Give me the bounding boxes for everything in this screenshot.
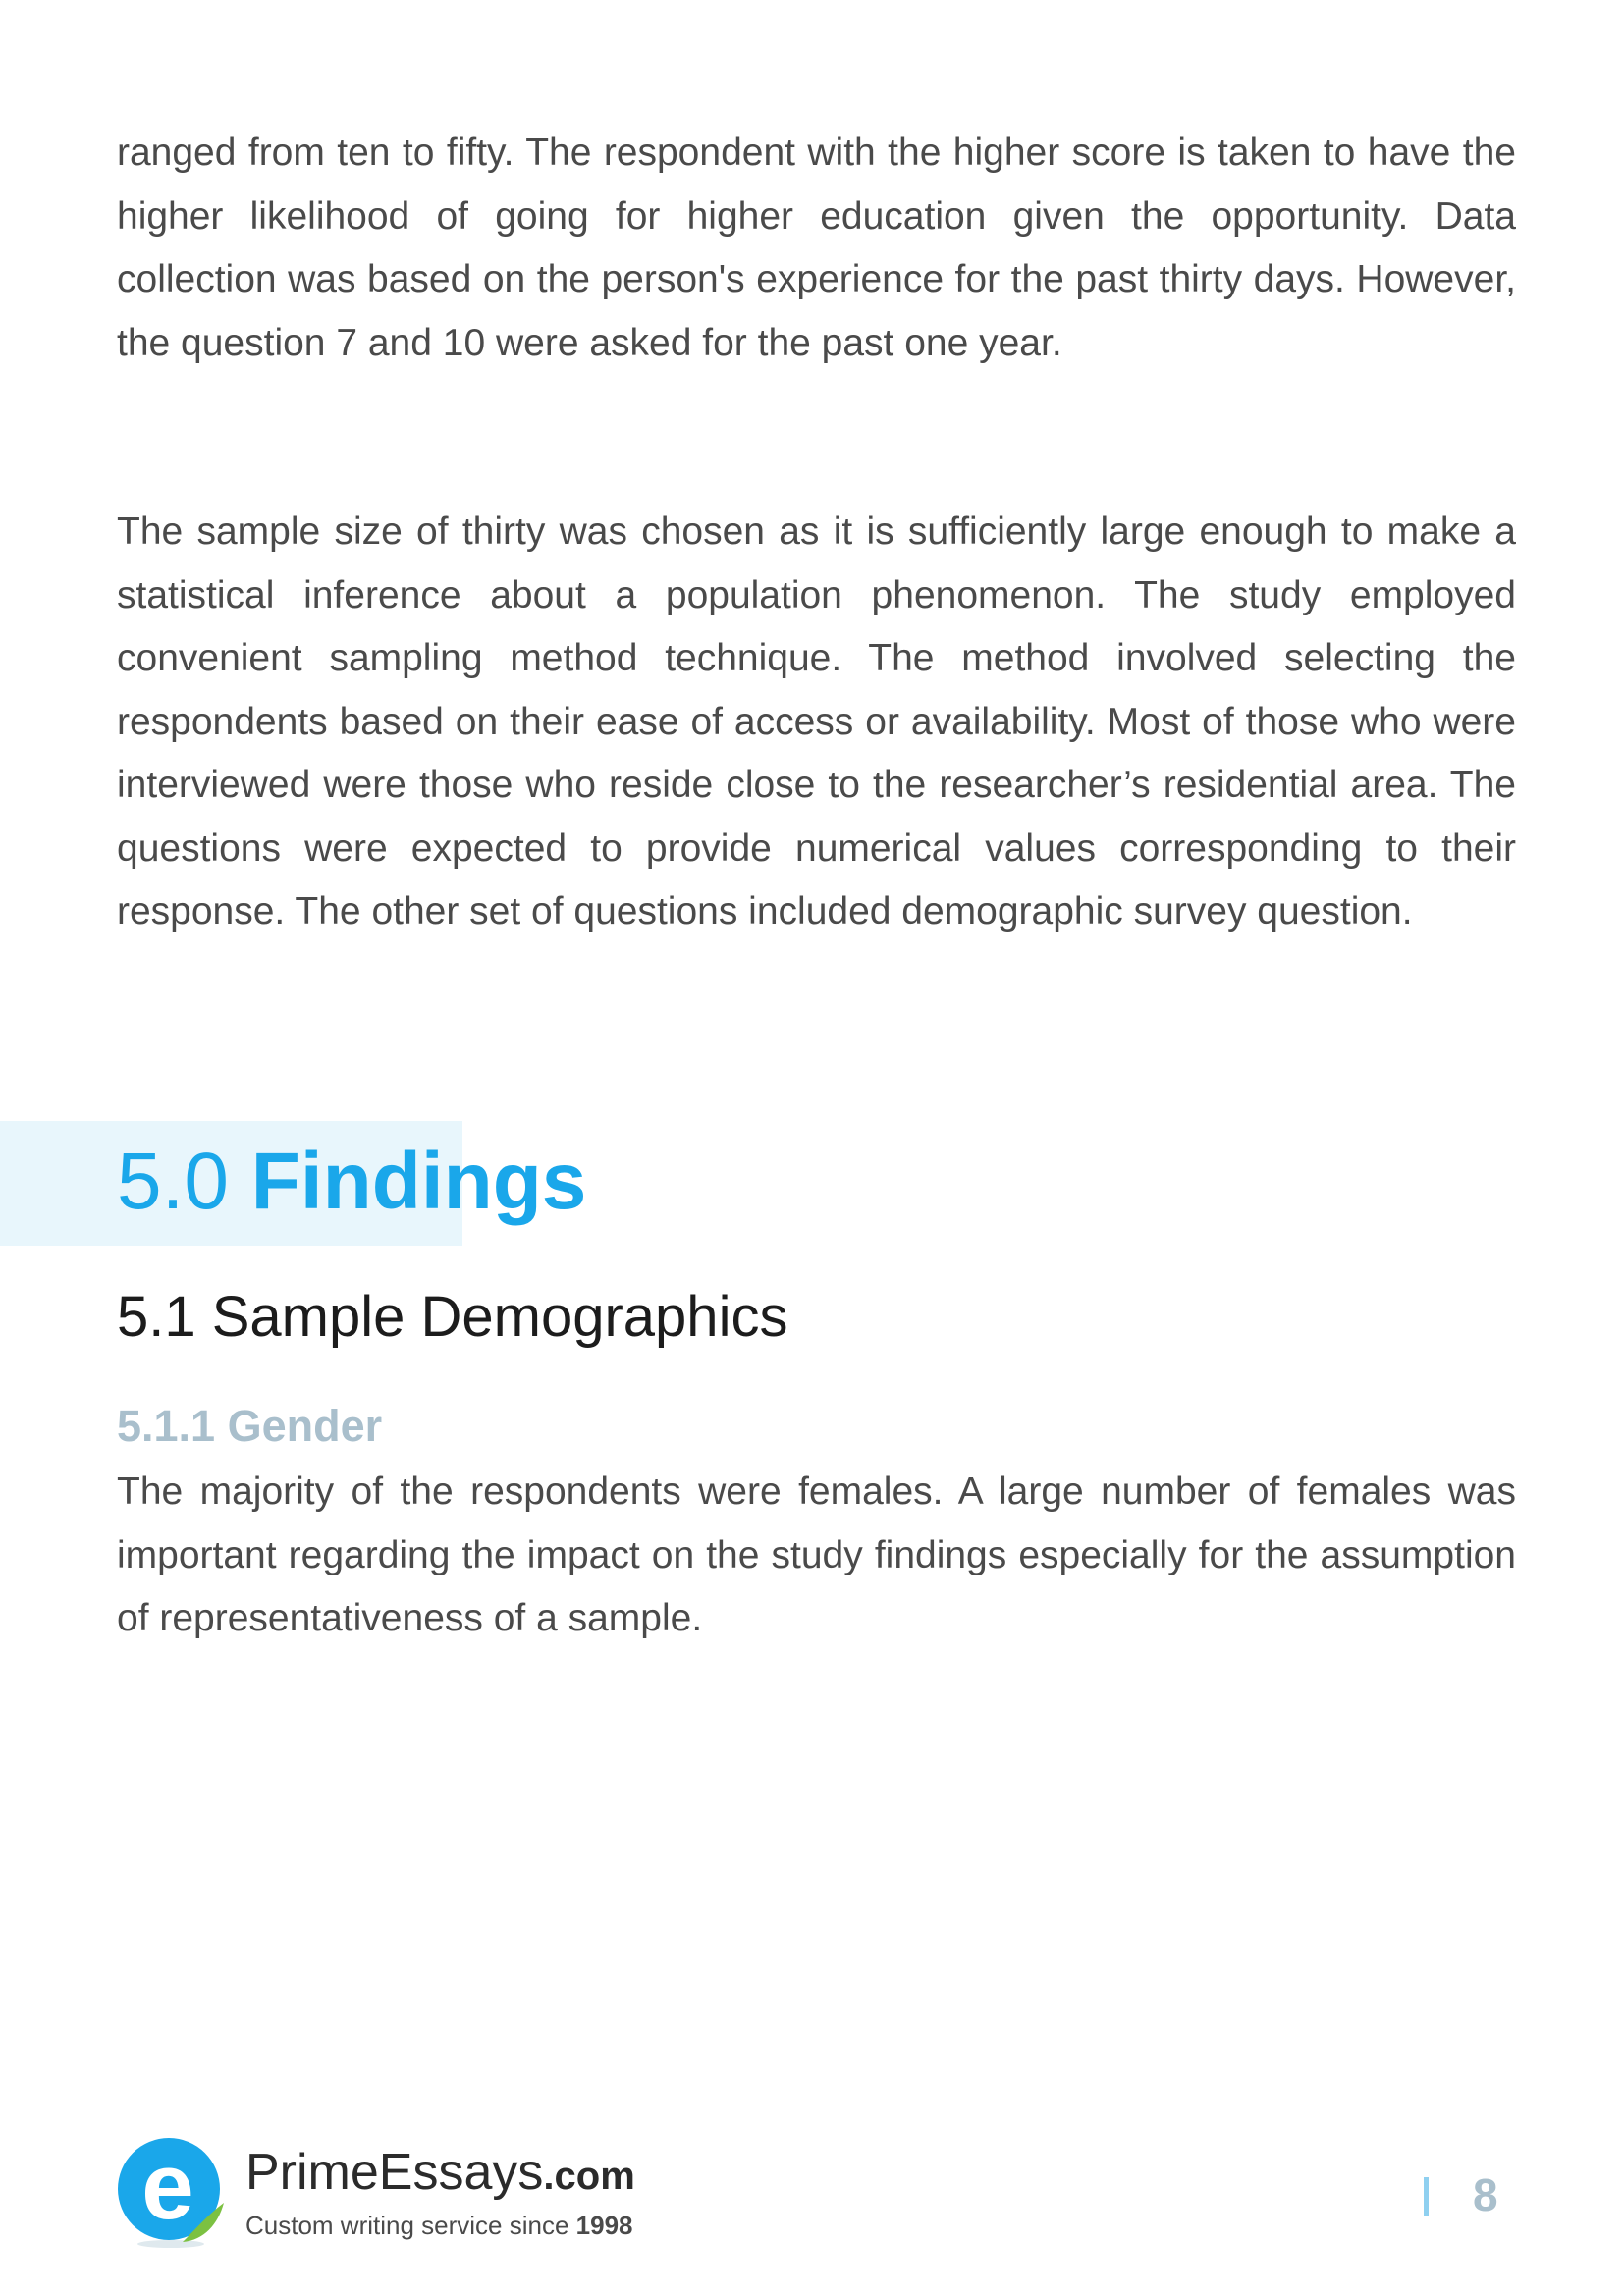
section-number: 5.0 bbox=[117, 1137, 229, 1226]
tagline-text: Custom writing service since bbox=[245, 2211, 576, 2240]
section-title: Findings bbox=[250, 1137, 587, 1226]
brand-name-suffix: .com bbox=[543, 2155, 635, 2198]
page-number: 8 bbox=[1473, 2169, 1498, 2220]
subsection-heading: 5.1 Sample Demographics bbox=[117, 1285, 788, 1349]
brand-tagline bbox=[245, 2210, 633, 2241]
subsubsection-heading: 5.1.1 Gender bbox=[117, 1401, 383, 1451]
page-number-divider bbox=[1424, 2177, 1429, 2216]
brand-name-main: PrimeEssays bbox=[245, 2144, 544, 2201]
body-paragraph: The sample size of thirty was chosen as it is sufficiently large enough to make a statistical inference about a population phenomenon. The study employed convenient sampling method technique. The method involved selecting the respondents based on their ease of access or availability. Most of those who were interviewed were those who reside close to the researcher’s residential area. The questions were expected to provide numerical values corresponding to their response. The other set of questions included demographic survey question. bbox=[117, 510, 1516, 933]
body-paragraph: ranged from ten to fifty. The respondent with the higher score is taken to have the higher likelihood of going for higher education given the opportunity. Data collection was based on the person's experience for the past thirty days. However, the question 7 and 10 were asked for the past one year. bbox=[117, 132, 1516, 364]
body-paragraph: The majority of the respondents were females. A large number of females was important regarding the impact on the study findings especially for the assumption of representativeness of a sample. bbox=[117, 1470, 1516, 1639]
section-heading bbox=[117, 1127, 586, 1237]
brand-logo-icon bbox=[114, 2136, 228, 2250]
brand-name bbox=[245, 2143, 635, 2206]
tagline-year: 1998 bbox=[575, 2211, 633, 2240]
logo-letter: e bbox=[141, 2136, 194, 2239]
